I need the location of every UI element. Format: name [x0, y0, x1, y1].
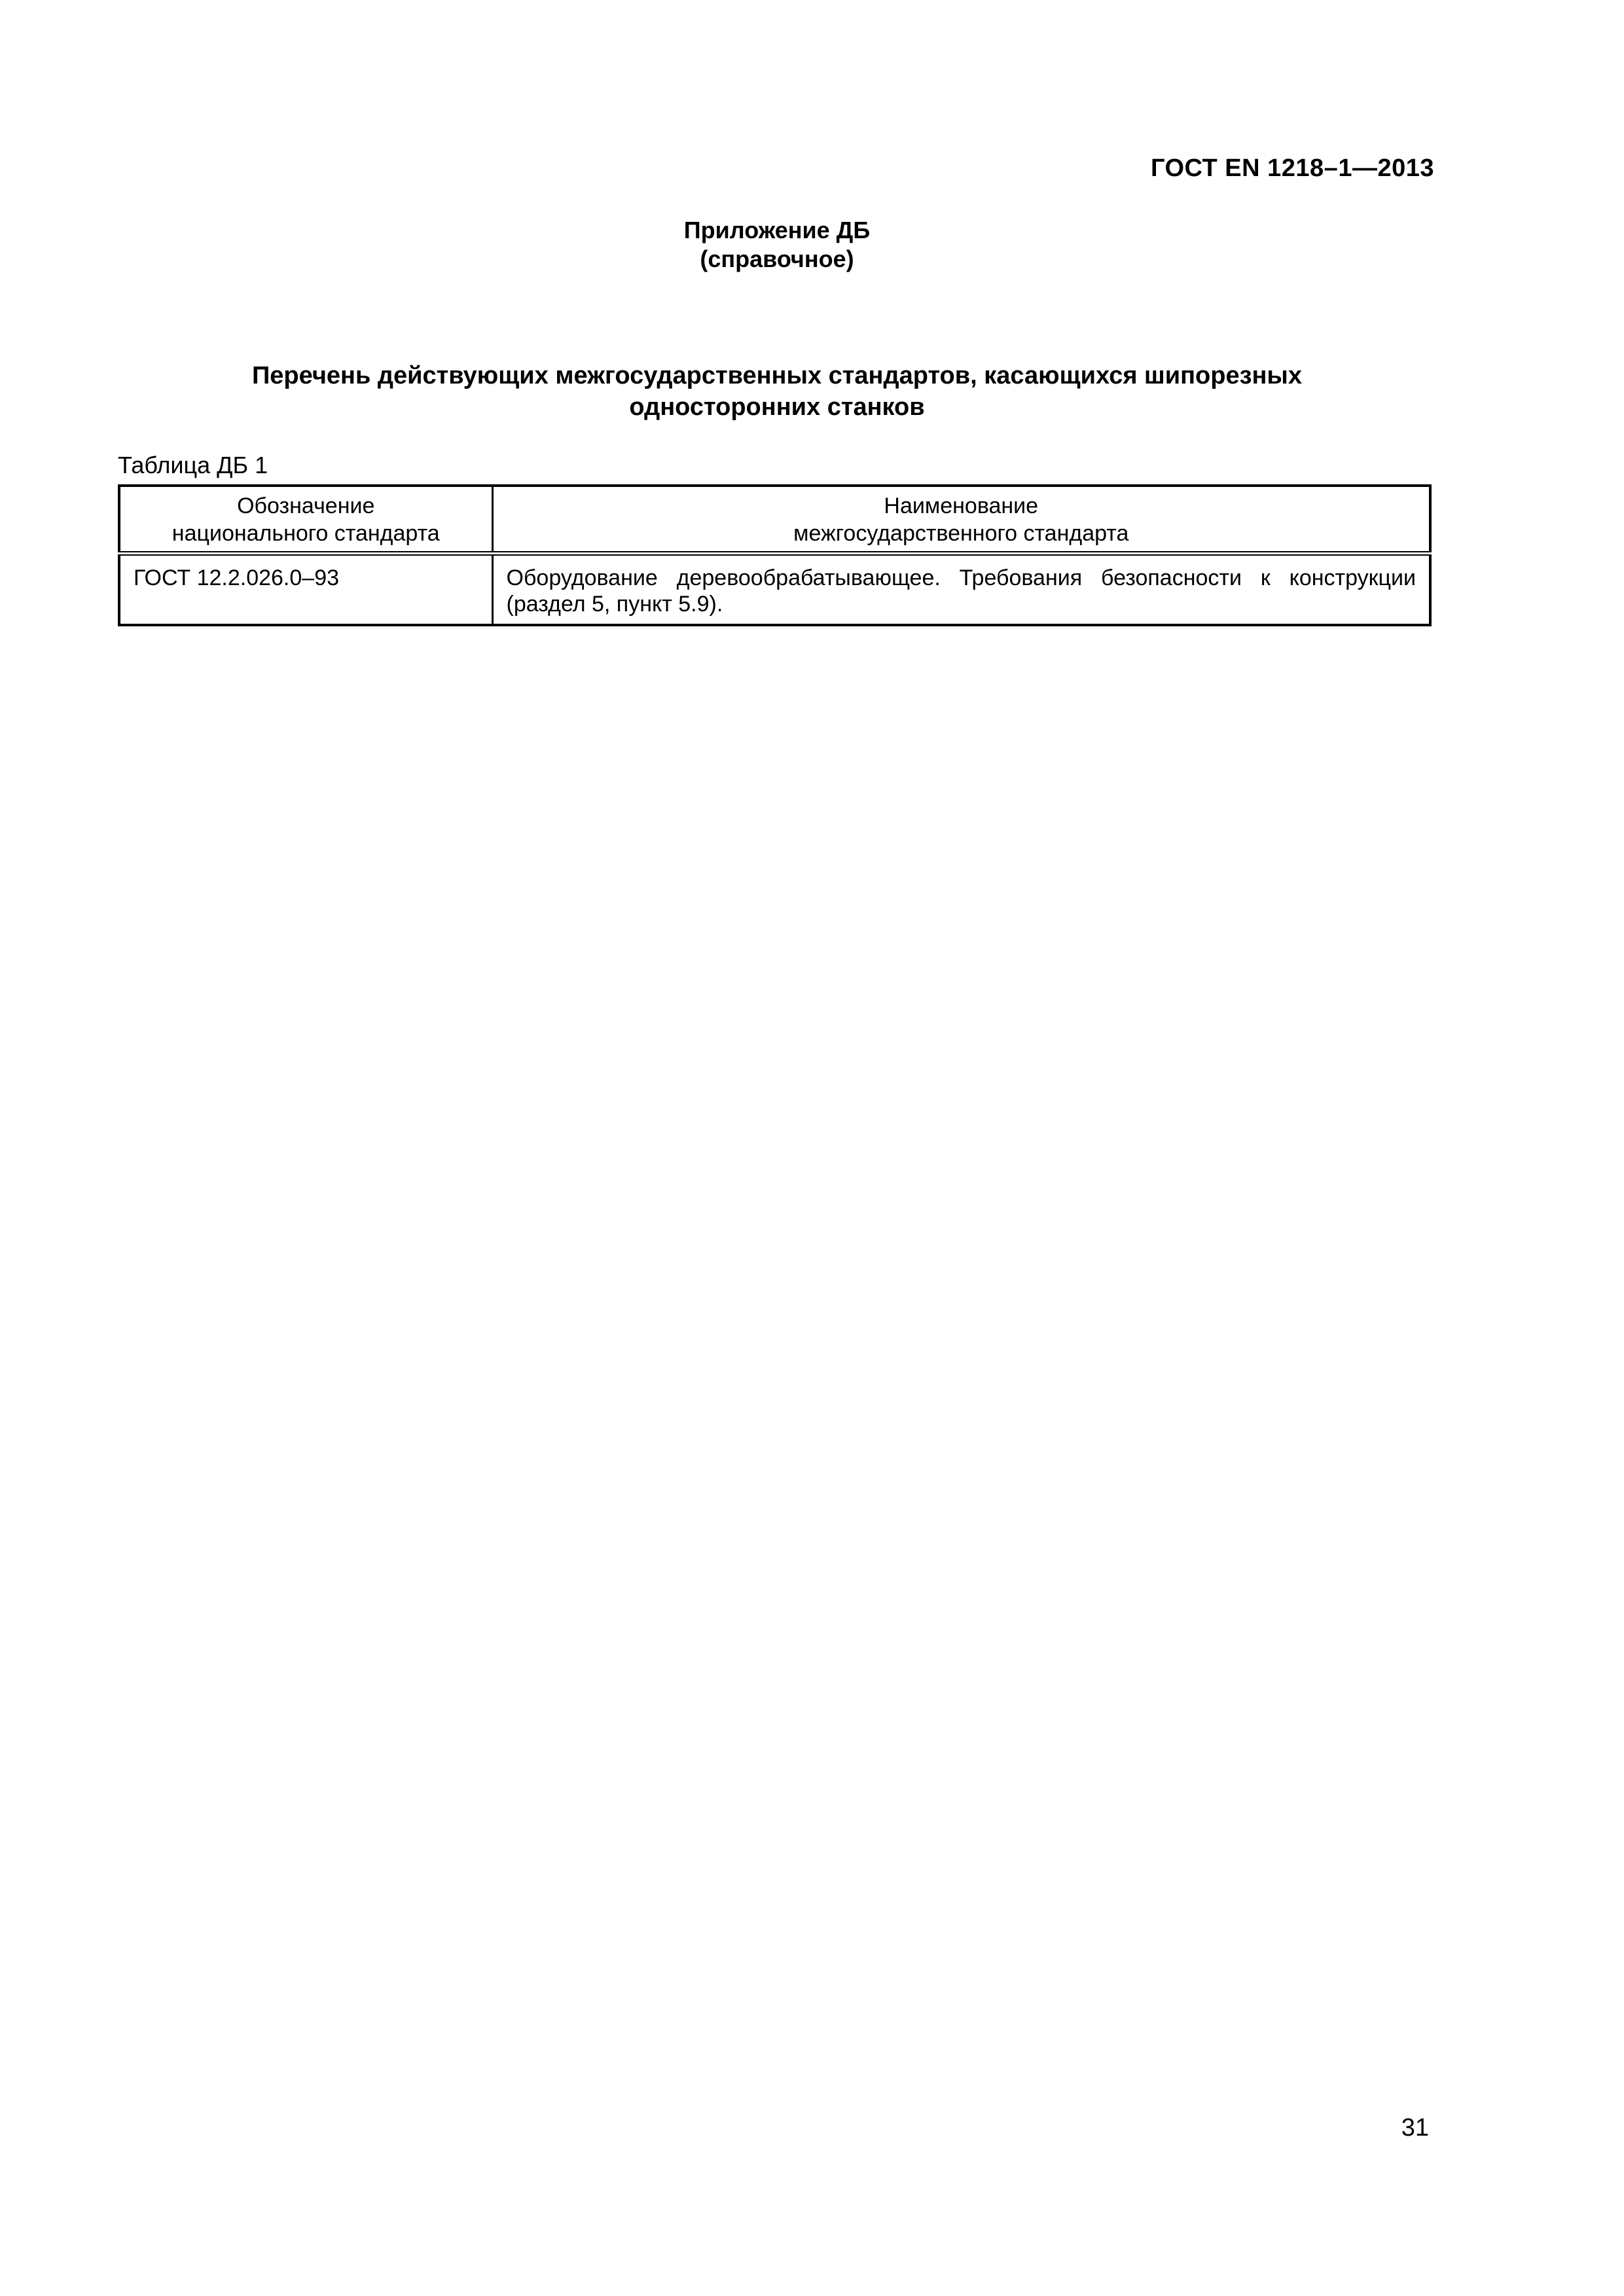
title-line-2: односторонних станков — [629, 393, 925, 421]
header-name — [492, 486, 1430, 554]
header-designation — [119, 486, 492, 554]
page-number: 31 — [1401, 2114, 1429, 2142]
cell-name: Оборудование деревообрабатывающее. Требования безопасности к конструкции (раздел 5, пункт 5.9). — [492, 554, 1430, 626]
header-designation-line-2: национального стандарта — [171, 521, 440, 546]
standards-table — [118, 484, 1432, 626]
table-container — [118, 484, 1432, 626]
table-header-row — [119, 486, 1430, 554]
table-row — [119, 554, 1430, 626]
cell-designation: ГОСТ 12.2.026.0–93 — [119, 554, 492, 626]
header-designation-line-1: Обозначение — [237, 493, 375, 518]
appendix-heading — [0, 216, 1554, 274]
document-code: ГОСТ EN 1218–1—2013 — [1150, 154, 1434, 182]
header-name-line-2: межгосударственного стандарта — [793, 521, 1129, 546]
appendix-kind: (справочное) — [700, 245, 854, 272]
header-name-line-1: Наименование — [884, 493, 1039, 518]
page-title — [118, 360, 1436, 423]
title-line-1: Перечень действующих межгосударственных стандартов, касающихся шипорезных — [251, 362, 1303, 389]
table-label: Таблица ДБ 1 — [118, 452, 268, 478]
appendix-name: Приложение ДБ — [683, 217, 871, 243]
